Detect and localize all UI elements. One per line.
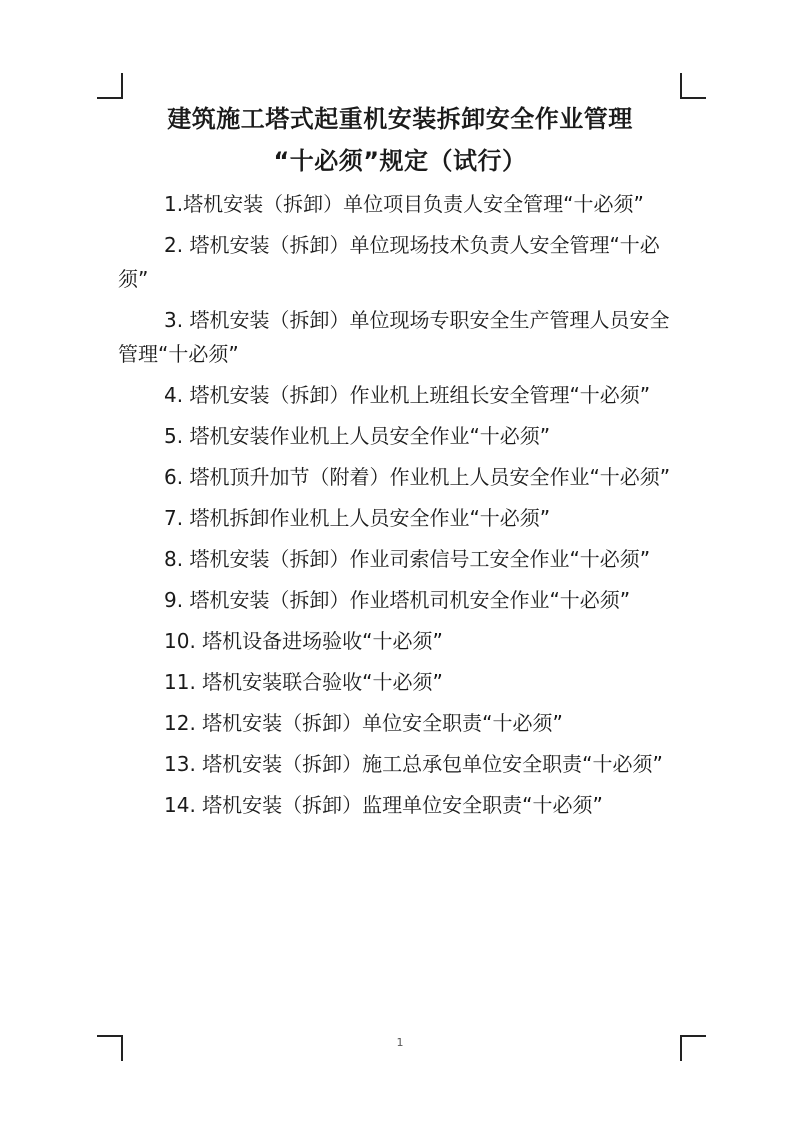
- list-item: 9. 塔机安装（拆卸）作业塔机司机安全作业“十必须”: [164, 588, 631, 612]
- list-item: 14. 塔机安装（拆卸）监理单位安全职责“十必须”: [164, 793, 603, 817]
- crop-mark-bottom-right: [680, 1035, 706, 1061]
- list-item: 8. 塔机安装（拆卸）作业司索信号工安全作业“十必须”: [164, 547, 651, 571]
- document-title-line-1: 建筑施工塔式起重机安装拆卸安全作业管理: [167, 105, 633, 133]
- list-item: 5. 塔机安装作业机上人员安全作业“十必须”: [164, 424, 551, 448]
- list-item: 11. 塔机安装联合验收“十必须”: [164, 670, 443, 694]
- document-title-line-2: “十必须”规定（试行）: [273, 147, 527, 175]
- list-item: 1.塔机安装（拆卸）单位项目负责人安全管理“十必须”: [164, 192, 644, 216]
- page-number: 1: [396, 1036, 404, 1049]
- list-item: 4. 塔机安装（拆卸）作业机上班组长安全管理“十必须”: [164, 383, 651, 407]
- list-item: 3. 塔机安装（拆卸）单位现场专职安全生产管理人员安全管理“十必须”: [118, 308, 670, 366]
- list-item: 7. 塔机拆卸作业机上人员安全作业“十必须”: [164, 506, 551, 530]
- list-item: 13. 塔机安装（拆卸）施工总承包单位安全职责“十必须”: [164, 752, 663, 776]
- crop-mark-top-left: [97, 73, 123, 99]
- regulation-list: [118, 187, 684, 829]
- list-item: 2. 塔机安装（拆卸）单位现场技术负责人安全管理“十必须”: [118, 233, 660, 291]
- crop-mark-bottom-left: [97, 1035, 123, 1061]
- list-item: 12. 塔机安装（拆卸）单位安全职责“十必须”: [164, 711, 563, 735]
- crop-mark-top-right: [680, 73, 706, 99]
- list-item: 6. 塔机顶升加节（附着）作业机上人员安全作业“十必须”: [164, 465, 671, 489]
- list-item: 10. 塔机设备进场验收“十必须”: [164, 629, 443, 653]
